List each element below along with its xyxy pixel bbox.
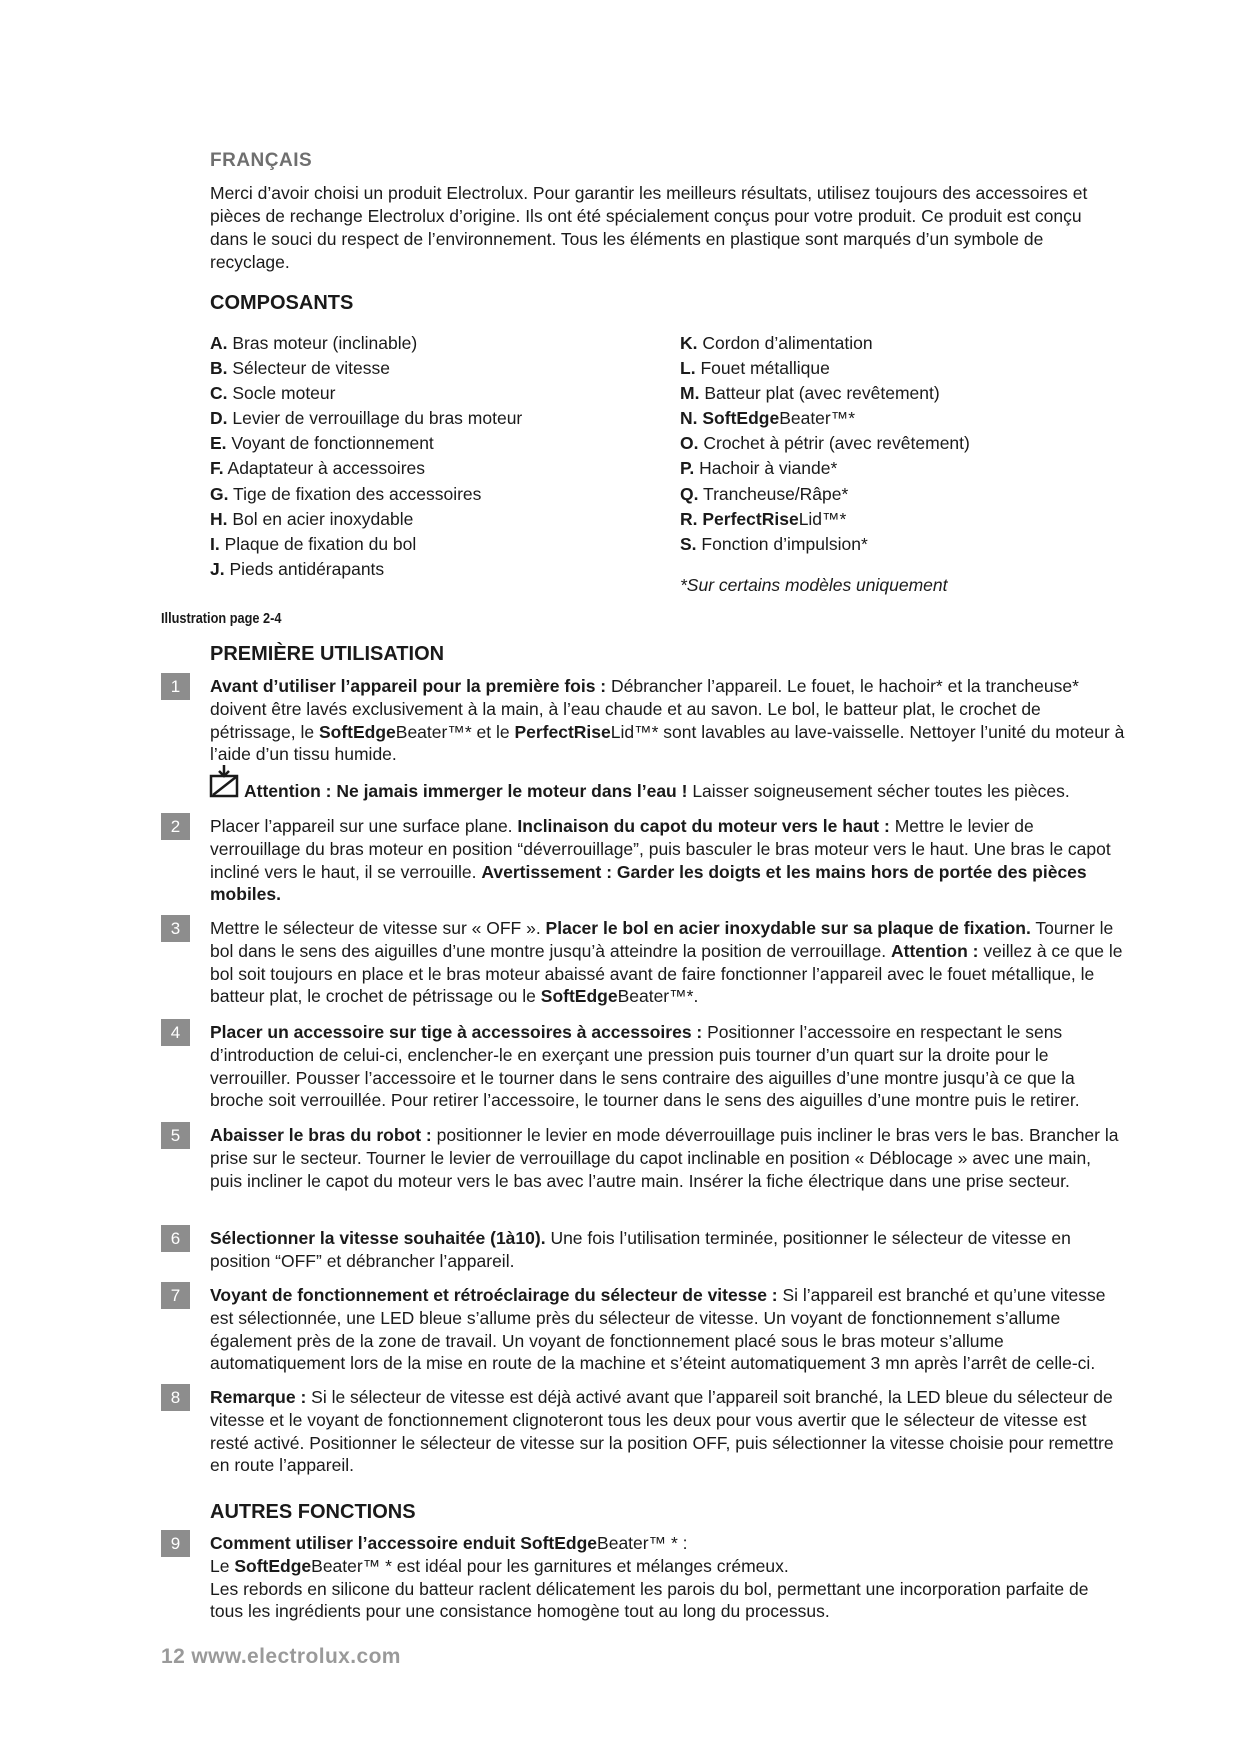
list-item: G. Tige de fixation des accessoires bbox=[210, 483, 482, 504]
list-item: L. Fouet métallique bbox=[680, 358, 830, 379]
list-item: D. Levier de verrouillage du bras moteur bbox=[210, 408, 523, 429]
components-list-right bbox=[680, 331, 970, 557]
list-item: J. Pieds antidérapants bbox=[210, 558, 385, 579]
list-item: M. Batteur plat (avec revêtement) bbox=[680, 383, 940, 404]
language-heading: FRANÇAIS bbox=[210, 150, 313, 171]
list-item: Q. Trancheuse/Râpe* bbox=[680, 483, 849, 504]
step-number-7: 7 bbox=[161, 1282, 190, 1309]
list-item: N. SoftEdgeBeater™* bbox=[680, 408, 856, 429]
illustration-reference: Illustration page 2-4 bbox=[161, 610, 282, 627]
step-2-text: Placer l’appareil sur une surface plane. Inclinaison du capot du moteur vers le haut : Mettre le levier de verrouillage du bras moteur en position “déverrouillage”, puis basculer le bras moteur vers le haut. Une bras le capot incliné vers le haut, il se verrouille. Avertissement : Garder les doigts et les mains hors de portée des pièces mobiles. bbox=[210, 816, 1111, 905]
step-number-3: 3 bbox=[161, 915, 190, 942]
page-footer: 12 www.electrolux.com bbox=[161, 1645, 401, 1668]
step-3-text: Mettre le sélecteur de vitesse sur « OFF ». Placer le bol en acier inoxydable sur sa plaque de fixation. Tourner le bol dans le sens des aiguilles d’une montre jusqu’à atteindre la position de verrouillage. Attention : veillez à ce que le bol soit toujours en place et le bras moteur abaissé avant de faire fonctionner l’appareil avec le fouet métallique, le batteur plat, le crochet de pétrissage ou le SoftEdgeBeater™*. bbox=[210, 918, 1123, 1007]
list-item: H. Bol en acier inoxydable bbox=[210, 508, 414, 529]
step-number-8: 8 bbox=[161, 1384, 190, 1411]
intro-paragraph: Merci d’avoir choisi un produit Electrolux. Pour garantir les meilleurs résultats, utilisez toujours des accessoires et pièces de rechange Electrolux d’origine. Ils ont été spécialement conçus pour votre produit. Ce produit est conçu dans le souci du respect de l’environnement. Tous les éléments en plastique sont marqués d’un symbole de recyclage. bbox=[210, 183, 1088, 272]
step-5-text: Abaisser le bras du robot : positionner le levier en mode déverrouillage puis incliner le bras vers le bas. Brancher la prise sur le secteur. Tourner le levier de verrouillage du capot inclinable en position « Déblocage » avec une main, puis incliner le capot du moteur vers le bas avec l’autre main. Insérer la fiche électrique dans une prise secteur. bbox=[210, 1125, 1119, 1191]
models-note: *Sur certains modèles uniquement bbox=[680, 575, 948, 595]
step-number-4: 4 bbox=[161, 1019, 190, 1046]
list-item: E. Voyant de fonctionnement bbox=[210, 433, 434, 454]
step-number-5: 5 bbox=[161, 1122, 190, 1149]
step-number-6: 6 bbox=[161, 1225, 190, 1252]
list-item: C. Socle moteur bbox=[210, 383, 336, 404]
warning-text: Attention : Ne jamais immerger le moteur dans l’eau ! Laisser soigneusement sécher toutes les pièces. bbox=[244, 781, 1070, 801]
premiere-utilisation-heading: PREMIÈRE UTILISATION bbox=[210, 643, 445, 665]
step-8-text: Remarque : Si le sélecteur de vitesse est déjà activé avant que l’appareil soit branché, la LED bleue du sélecteur de vitesse et le voyant de fonctionnement clignoteront tous les deux pour vous avertir que le sélecteur de vitesse est resté activé. Positionner le sélecteur de vitesse sur la position OFF, puis sélectionner la vitesse choisie pour remettre en route l’appareil. bbox=[210, 1387, 1114, 1476]
autres-fonctions-heading: AUTRES FONCTIONS bbox=[210, 1501, 416, 1523]
step-number-2: 2 bbox=[161, 813, 190, 840]
composants-heading: COMPOSANTS bbox=[210, 292, 354, 314]
step-9-text: Comment utiliser l’accessoire enduit SoftEdgeBeater™ * : Le SoftEdgeBeater™ * est idéal pour les garnitures et mélanges crémeux. Les rebords en silicone du batteur raclent délicatement les parois du bol, permettant une incorporation parfaite de tous les ingrédients pour une consistance homogène tout au long du processus. bbox=[210, 1533, 1089, 1622]
list-item: A. Bras moteur (inclinable) bbox=[210, 333, 418, 353]
step-number-9: 9 bbox=[161, 1530, 190, 1557]
list-item: P. Hachoir à viande* bbox=[680, 458, 838, 479]
step-4-text: Placer un accessoire sur tige à accessoires à accessoires : Positionner l’accessoire en respectant le sens d’introduction de celui-ci, enclencher-le en exerçant une pression puis tourner d’un quart sur la droite pour le verrouiller. Pousser l’accessoire et le tourner dans le sens contraire des aiguilles d’une montre jusqu’à ce que la broche soit verrouillée. Pour retirer l’accessoire, le tourner dans le sens des aiguilles d’une montre puis le retirer. bbox=[210, 1022, 1080, 1111]
list-item: S. Fonction d’impulsion* bbox=[680, 533, 868, 554]
list-item: F. Adaptateur à accessoires bbox=[210, 458, 426, 479]
step-6-text: Sélectionner la vitesse souhaitée (1à10). Une fois l’utilisation terminée, positionner le sélecteur de vitesse en position “OFF” et débrancher l’appareil. bbox=[210, 1228, 1071, 1271]
components-list-left bbox=[210, 331, 522, 582]
list-item: O. Crochet à pétrir (avec revêtement) bbox=[680, 433, 970, 454]
list-item: R. PerfectRiseLid™* bbox=[680, 508, 847, 529]
list-item: K. Cordon d’alimentation bbox=[680, 333, 873, 353]
list-item: I. Plaque de fixation du bol bbox=[210, 533, 417, 554]
step-1-text: Avant d’utiliser l’appareil pour la première fois : Débrancher l’appareil. Le fouet, le hachoir* et la trancheuse* doivent être lavés exclusivement à la main, à l’eau chaude et au savon. Le bol, le batteur plat, le crochet de pétrissage, le SoftEdgeBeater™* et le PerfectRiseLid™* sont lavables au lave-vaisselle. Nettoyer l’unité du moteur à l’aide d’un tissu humide. bbox=[210, 676, 1125, 765]
step-7-text: Voyant de fonctionnement et rétroéclairage du sélecteur de vitesse : Si l’appareil est branché et qu’une vitesse est sélectionnée, une LED bleue s’allume près du sélecteur de vitesse. Un voyant de fonctionnement s’allume également près de la zone de travail. Un voyant de fonctionnement placé sous le bras moteur s’allume automatiquement lors de la mise en route de la machine et s’éteint automatiquement 3 mn après l’arrêt de celle-ci. bbox=[210, 1285, 1106, 1374]
step-number-1: 1 bbox=[161, 673, 190, 700]
list-item: B. Sélecteur de vitesse bbox=[210, 358, 390, 379]
